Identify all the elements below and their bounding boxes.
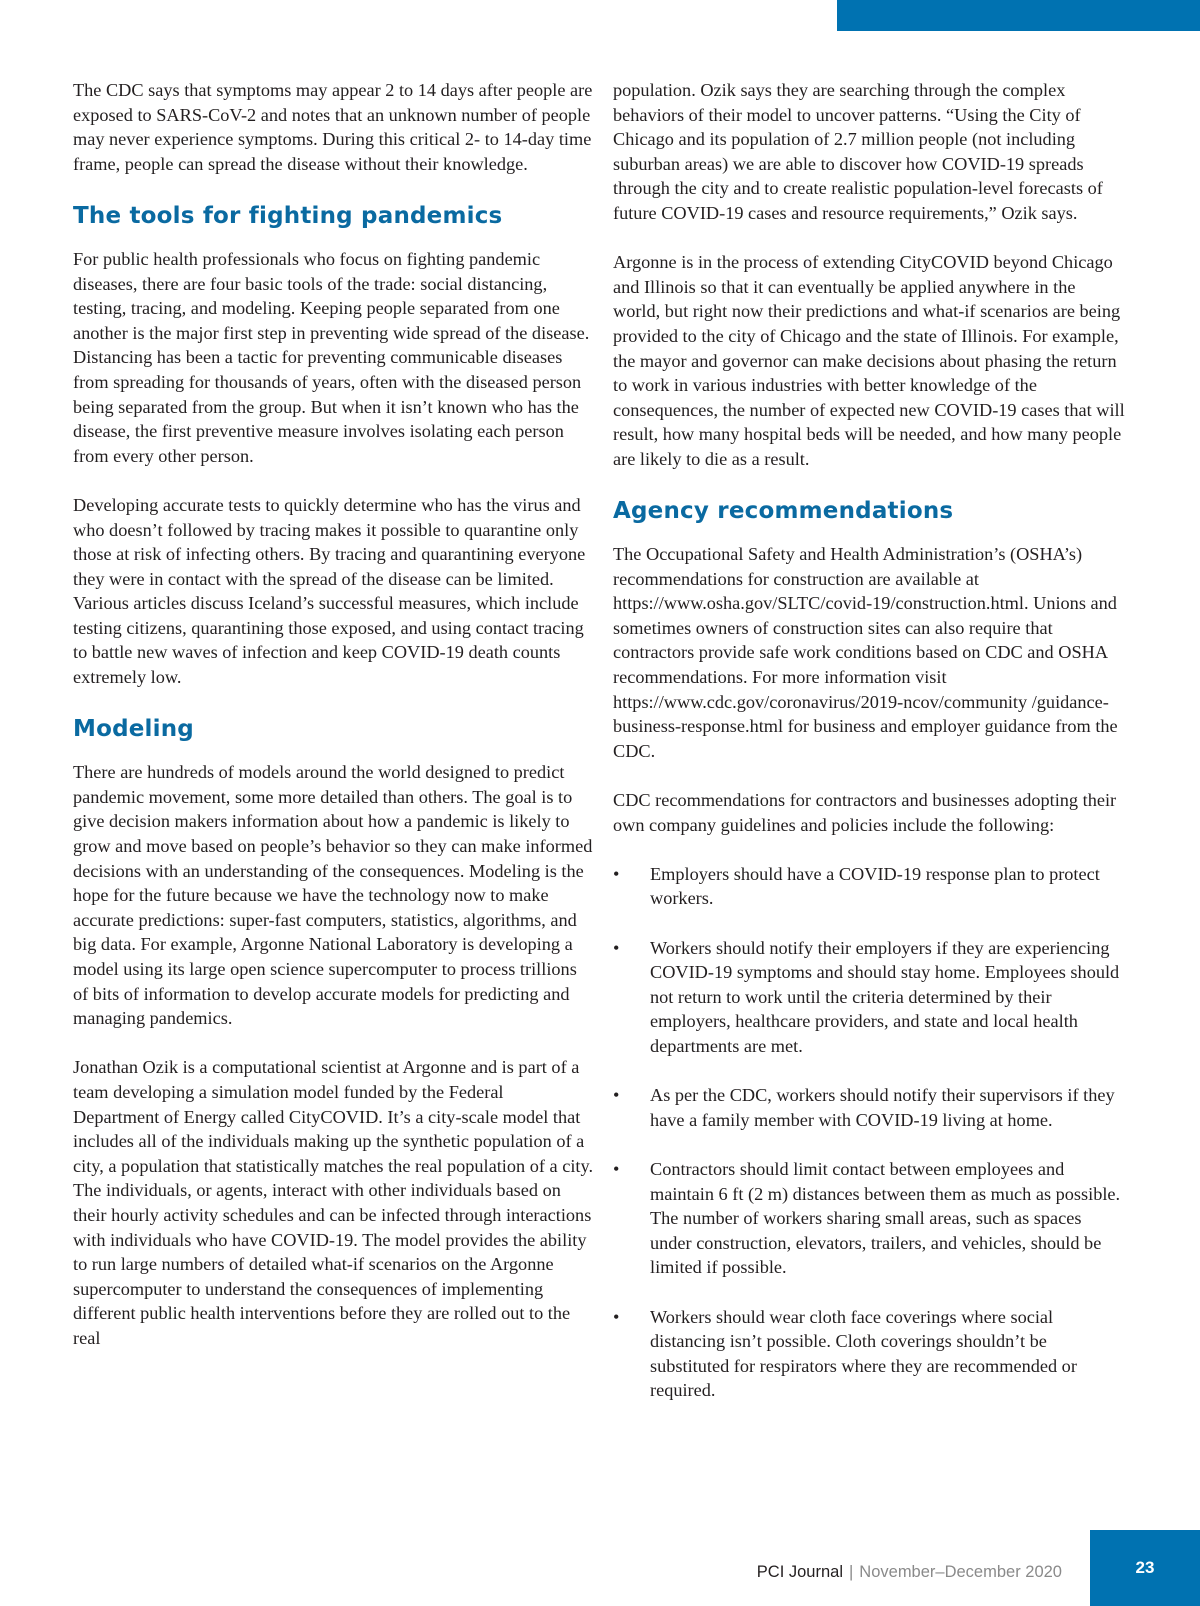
footer-journal-name: PCI Journal bbox=[756, 1562, 843, 1581]
bullet-icon: • bbox=[613, 1158, 620, 1179]
agency-paragraph-1: The Occupational Safety and Health Administration’s (OSHA’s) recommendations for construction are available at https://www.osha.gov/SLTC/covid-19/construction.html. Unions and sometimes owners of construction sites can also require that contractors provide safe work conditions based on CDC and OSHA recommendations. For more information visit https://www.cdc.gov/coronavirus/2019-ncov/community /guidance-business-response.html for business and employer guidance from the CDC. bbox=[613, 544, 1118, 761]
continuation-paragraph: population. Ozik says they are searching through the complex behaviors of their model to uncover patterns. “Using the City of Chicago and its population of 2.7 million people (not including suburban areas) we are able to discover how COVID-19 spreads through the city and to create realistic population-level forecasts of future COVID-19 cases and resource requirements,” Ozik says. bbox=[613, 80, 1103, 223]
list-item bbox=[613, 936, 1127, 1059]
modeling-paragraph-2: Jonathan Ozik is a computational scientist at Argonne and is part of a team developing a simulation model funded by the Federal Department of Energy called CityCOVID. It’s a city-scale model that includes all of the individuals making up the synthetic population of a city, a population that statistically matches the real population of a city. The individuals, or agents, interact with other individuals based on their hourly activity schedules and can be infected through interactions with individuals who have COVID-19. The model provides the ability to run large numbers of detailed what-if scenarios on the Argonne supercomputer to understand the consequences of implementing different public health interventions before they are rolled out to the real bbox=[73, 1057, 594, 1348]
list-item-text: Employers should have a COVID-19 response plan to protect workers. bbox=[650, 863, 1100, 909]
footer-separator: | bbox=[849, 1562, 854, 1581]
list-item-text: Workers should wear cloth face coverings where social distancing isn’t possible. Cloth coverings shouldn’t be substituted for respirators where they are recommended or required. bbox=[650, 1306, 1077, 1401]
left-column bbox=[73, 78, 593, 1375]
list-item-text: Contractors should limit contact between employees and maintain 6 ft (2 m) distances between them as much as possible. The number of workers sharing small areas, such as spaces under construction, elevators, trailers, and vehicles, should be limited if possible. bbox=[650, 1158, 1121, 1278]
page-footer bbox=[757, 1530, 1200, 1606]
recommendations-list bbox=[613, 862, 1127, 1403]
heading-agency-recommendations: Agency recommendations bbox=[613, 498, 954, 525]
tools-paragraph-1: For public health professionals who focus on fighting pandemic diseases, there are four basic tools of the trade: social distancing, testing, tracing, and modeling. Keeping people separated from one another is the major first step in preventing wide spread of the disease. Distancing has been a tactic for preventing communicable diseases from spreading for thousands of years, often with the diseased person being separated from the group. But when it isn’t known who has the disease, the first preventive measure involves isolating each person from every other person. bbox=[73, 248, 590, 466]
list-item-text: Workers should notify their employers if they are experiencing COVID-19 symptoms and should stay home. Employees should not return to work until the criteria determined by their employers, healthcare providers, and state and local health departments are met. bbox=[650, 937, 1120, 1056]
footer-date: November–December 2020 bbox=[859, 1562, 1062, 1581]
bullet-icon: • bbox=[613, 1085, 620, 1106]
list-item bbox=[613, 1157, 1127, 1280]
tools-paragraph-2: Developing accurate tests to quickly determine who has the virus and who doesn’t followed by tracing makes it possible to quarantine only those at risk of infecting others. By tracing and quarantining everyone they were in contact with the spread of the disease can be limited. Various articles discuss Iceland’s successful measures, which include testing citizens, quarantining those exposed, and using contact tracing to battle new waves of infection and keep COVID-19 death counts extremely low. bbox=[73, 494, 586, 688]
intro-paragraph: The CDC says that symptoms may appear 2 to 14 days after people are exposed to SARS-CoV-2 and notes that an unknown number of people may never experience symptoms. During this critical 2- to 14-day time frame, people can spread the disease without their knowledge. bbox=[73, 80, 593, 174]
bullet-icon: • bbox=[613, 937, 620, 958]
page-number: 23 bbox=[1090, 1530, 1200, 1606]
list-item bbox=[613, 1083, 1127, 1132]
heading-tools-for-fighting-pandemics: The tools for fighting pandemics bbox=[73, 202, 503, 229]
list-item bbox=[613, 1305, 1127, 1403]
list-item-text: As per the CDC, workers should notify their supervisors if they have a family member with COVID-19 living at home. bbox=[650, 1085, 1115, 1130]
bullet-icon: • bbox=[613, 863, 620, 884]
list-item bbox=[613, 862, 1127, 911]
right-column bbox=[613, 78, 1127, 1427]
bullet-icon: • bbox=[613, 1306, 620, 1327]
agency-paragraph-2: CDC recommendations for contractors and businesses adopting their own company guidelines and policies include the following: bbox=[613, 790, 1117, 835]
argonne-paragraph: Argonne is in the process of extending CityCOVID beyond Chicago and Illinois so that it can eventually be applied anywhere in the world, but right now their predictions and what-if scenarios are being provided to the city of Chicago and the state of Illinois. For example, the mayor and governor can make decisions about phasing the return to work in various industries with better knowledge of the consequences, the number of expected new COVID-19 cases that will result, how many hospital beds will be needed, and how many people are likely to die as a result. bbox=[613, 252, 1125, 469]
heading-modeling: Modeling bbox=[73, 716, 194, 743]
top-accent-bar bbox=[837, 0, 1200, 31]
footer-text bbox=[757, 1555, 1062, 1582]
modeling-paragraph-1: There are hundreds of models around the world designed to predict pandemic movement, some more detailed than others. The goal is to give decision makers information about how a pandemic is likely to grow and move based on people’s behavior so they can make informed decisions with an understanding of the consequences. Modeling is the hope for the future because we have the technology now to make accurate predictions: super-fast computers, statistics, algorithms, and big data. For example, Argonne National Laboratory is developing a model using its large open science supercomputer to process trillions of bits of information to develop accurate models for predicting and managing pandemics. bbox=[73, 762, 593, 1029]
